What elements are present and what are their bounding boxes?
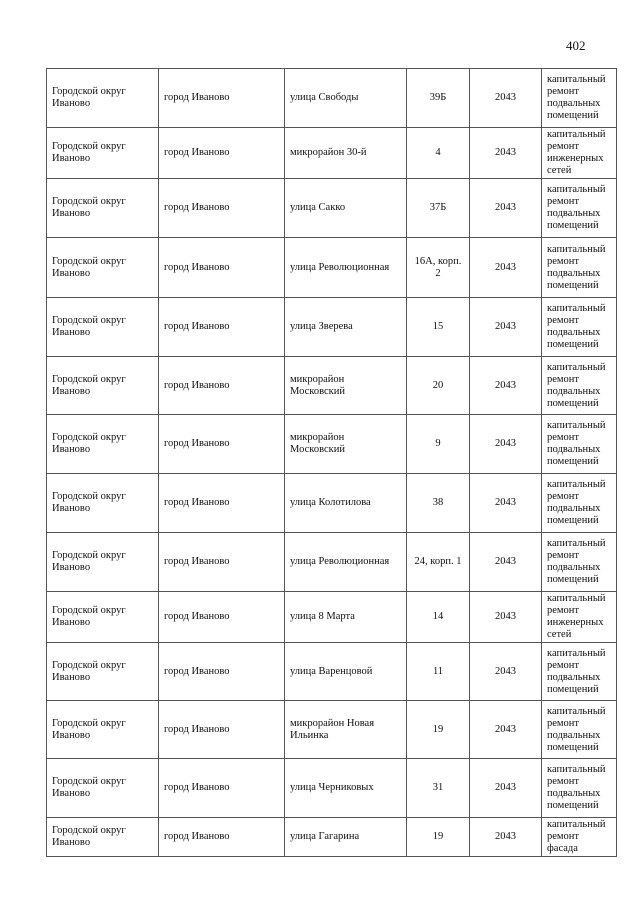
- locality-cell: город Иваново: [159, 701, 285, 759]
- page-number: 402: [566, 38, 586, 53]
- year-cell: 2043: [470, 179, 542, 238]
- locality-cell: город Иваново: [159, 69, 285, 128]
- locality-cell: город Иваново: [159, 238, 285, 298]
- house-number-cell: 9: [407, 415, 470, 474]
- locality-cell: город Иваново: [159, 298, 285, 357]
- year-cell: 2043: [470, 357, 542, 415]
- house-number-cell: 38: [407, 474, 470, 533]
- district-cell: Городской округ Иваново: [47, 533, 159, 592]
- year-cell: 2043: [470, 69, 542, 128]
- year-cell: 2043: [470, 474, 542, 533]
- street-cell: улица 8 Марта: [285, 592, 407, 643]
- house-number-cell: 24, корп. 1: [407, 533, 470, 592]
- year-cell: 2043: [470, 701, 542, 759]
- district-cell: Городской округ Иваново: [47, 474, 159, 533]
- year-cell: 2043: [470, 759, 542, 818]
- house-number-cell: 19: [407, 818, 470, 857]
- district-cell: Городской округ Иваново: [47, 128, 159, 179]
- table-row: [47, 238, 617, 298]
- work-type-cell: капитальный ремонт подвальных помещений: [542, 759, 617, 818]
- house-number-cell: 39Б: [407, 69, 470, 128]
- street-cell: микрорайон Московский: [285, 415, 407, 474]
- street-cell: улица Сакко: [285, 179, 407, 238]
- year-cell: 2043: [470, 533, 542, 592]
- district-cell: Городской округ Иваново: [47, 238, 159, 298]
- house-number-cell: 16А, корп. 2: [407, 238, 470, 298]
- work-type-cell: капитальный ремонт подвальных помещений: [542, 69, 617, 128]
- table-row: [47, 357, 617, 415]
- house-number-cell: 37Б: [407, 179, 470, 238]
- house-number-cell: 4: [407, 128, 470, 179]
- year-cell: 2043: [470, 643, 542, 701]
- house-number-cell: 14: [407, 592, 470, 643]
- street-cell: микрорайон Московский: [285, 357, 407, 415]
- street-cell: улица Варенцовой: [285, 643, 407, 701]
- year-cell: 2043: [470, 128, 542, 179]
- table-row: [47, 179, 617, 238]
- locality-cell: город Иваново: [159, 759, 285, 818]
- district-cell: Городской округ Иваново: [47, 592, 159, 643]
- table-row: [47, 415, 617, 474]
- table-row: [47, 69, 617, 128]
- street-cell: улица Гагарина: [285, 818, 407, 857]
- work-type-cell: капитальный ремонт подвальных помещений: [542, 701, 617, 759]
- street-cell: улица Черниковых: [285, 759, 407, 818]
- work-type-cell: капитальный ремонт подвальных помещений: [542, 474, 617, 533]
- work-type-cell: капитальный ремонт инженерных сетей: [542, 128, 617, 179]
- locality-cell: город Иваново: [159, 474, 285, 533]
- locality-cell: город Иваново: [159, 533, 285, 592]
- locality-cell: город Иваново: [159, 818, 285, 857]
- locality-cell: город Иваново: [159, 179, 285, 238]
- year-cell: 2043: [470, 238, 542, 298]
- locality-cell: город Иваново: [159, 357, 285, 415]
- table-row: [47, 592, 617, 643]
- work-type-cell: капитальный ремонт подвальных помещений: [542, 179, 617, 238]
- street-cell: микрорайон Новая Ильинка: [285, 701, 407, 759]
- locality-cell: город Иваново: [159, 128, 285, 179]
- table-row: [47, 533, 617, 592]
- repair-schedule-table: [46, 68, 617, 857]
- house-number-cell: 15: [407, 298, 470, 357]
- house-number-cell: 19: [407, 701, 470, 759]
- table-row: [47, 759, 617, 818]
- locality-cell: город Иваново: [159, 415, 285, 474]
- street-cell: улица Колотилова: [285, 474, 407, 533]
- table-row: [47, 818, 617, 857]
- district-cell: Городской округ Иваново: [47, 415, 159, 474]
- street-cell: улица Зверева: [285, 298, 407, 357]
- district-cell: Городской округ Иваново: [47, 759, 159, 818]
- year-cell: 2043: [470, 592, 542, 643]
- street-cell: улица Свободы: [285, 69, 407, 128]
- street-cell: микрорайон 30-й: [285, 128, 407, 179]
- district-cell: Городской округ Иваново: [47, 69, 159, 128]
- district-cell: Городской округ Иваново: [47, 701, 159, 759]
- district-cell: Городской округ Иваново: [47, 179, 159, 238]
- year-cell: 2043: [470, 415, 542, 474]
- house-number-cell: 20: [407, 357, 470, 415]
- work-type-cell: капитальный ремонт подвальных помещений: [542, 533, 617, 592]
- street-cell: улица Революционная: [285, 238, 407, 298]
- work-type-cell: капитальный ремонт подвальных помещений: [542, 643, 617, 701]
- locality-cell: город Иваново: [159, 643, 285, 701]
- district-cell: Городской округ Иваново: [47, 298, 159, 357]
- table-row: [47, 128, 617, 179]
- district-cell: Городской округ Иваново: [47, 818, 159, 857]
- work-type-cell: капитальный ремонт подвальных помещений: [542, 415, 617, 474]
- street-cell: улица Революционная: [285, 533, 407, 592]
- district-cell: Городской округ Иваново: [47, 643, 159, 701]
- table-body: [47, 69, 617, 857]
- house-number-cell: 31: [407, 759, 470, 818]
- work-type-cell: капитальный ремонт фасада: [542, 818, 617, 857]
- table-row: [47, 643, 617, 701]
- year-cell: 2043: [470, 818, 542, 857]
- work-type-cell: капитальный ремонт подвальных помещений: [542, 298, 617, 357]
- house-number-cell: 11: [407, 643, 470, 701]
- work-type-cell: капитальный ремонт подвальных помещений: [542, 357, 617, 415]
- table-row: [47, 701, 617, 759]
- year-cell: 2043: [470, 298, 542, 357]
- locality-cell: город Иваново: [159, 592, 285, 643]
- district-cell: Городской округ Иваново: [47, 357, 159, 415]
- table-row: [47, 474, 617, 533]
- work-type-cell: капитальный ремонт подвальных помещений: [542, 238, 617, 298]
- table-row: [47, 298, 617, 357]
- work-type-cell: капитальный ремонт инженерных сетей: [542, 592, 617, 643]
